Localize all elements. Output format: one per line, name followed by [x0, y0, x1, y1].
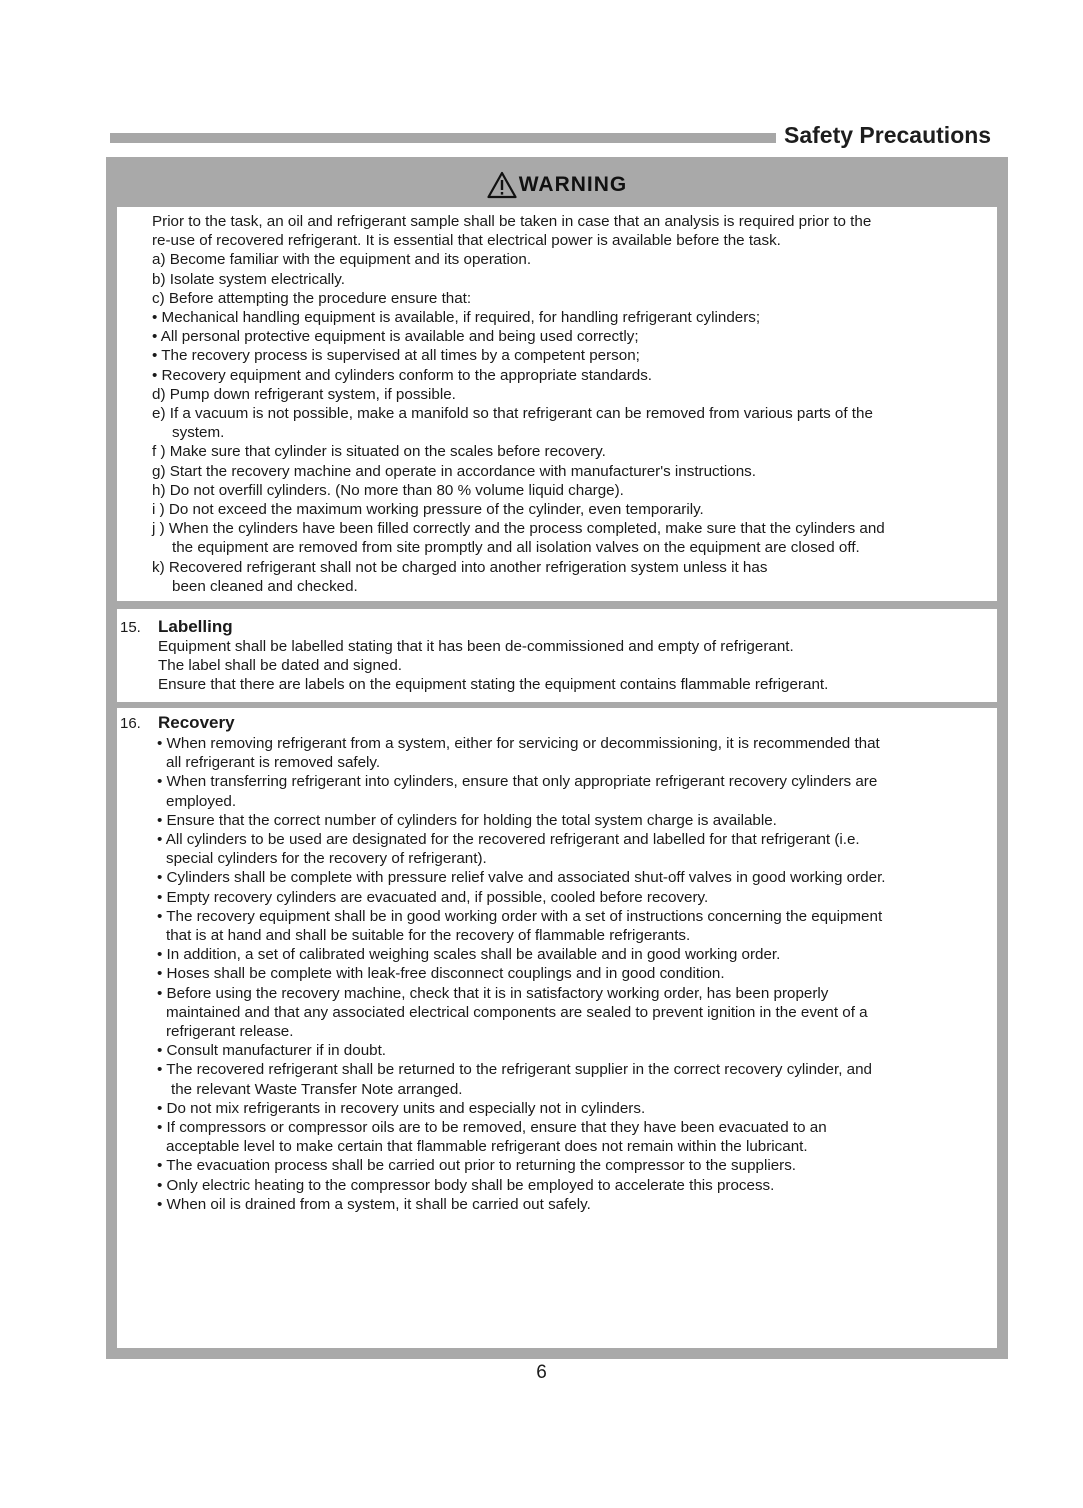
- text-line: that is at hand and shall be suitable for the recovery of flammable refrigerants.: [166, 927, 691, 945]
- list-item: • Only electric heating to the compressor body shall be employed to accelerate this process.: [157, 1176, 775, 1194]
- text-line: employed.: [166, 792, 237, 810]
- text-line: f ) Make sure that cylinder is situated on the scales before recovery.: [152, 443, 606, 461]
- list-item: • All personal protective equipment is available and being used correctly;: [152, 328, 639, 346]
- recovery-panel: [117, 708, 997, 1348]
- text-line: g) Start the recovery machine and operate in accordance with manufacturer's instructions.: [152, 462, 756, 480]
- list-item: • Do not mix refrigerants in recovery units and especially not in cylinders.: [157, 1099, 646, 1117]
- list-item: • Empty recovery cylinders are evacuated and, if possible, cooled before recovery.: [157, 888, 709, 906]
- text-line: Prior to the task, an oil and refrigerant sample shall be taken in case that an analysis is required prior to the: [152, 213, 872, 230]
- labelling-panel: [117, 609, 997, 702]
- list-item: • The recovery equipment shall be in good working order with a set of instructions concerning the equipment: [157, 907, 883, 925]
- recovery-list: [157, 734, 886, 1214]
- text-line: maintained and that any associated electrical components are sealed to prevent ignition in the event of a: [166, 1003, 868, 1021]
- list-item: • If compressors or compressor oils are to be removed, ensure that they have been evacuated to an: [157, 1119, 827, 1137]
- text-line: acceptable level to make certain that flammable refrigerant does not remain within the lubricant.: [166, 1138, 808, 1156]
- text-line: re-use of recovered refrigerant. It is essential that electrical power is available before the task.: [152, 232, 781, 250]
- text-line: b) Isolate system electrically.: [152, 270, 345, 288]
- warning-title: WARNING: [518, 173, 628, 196]
- text-line: Equipment shall be labelled stating that it has been de-commissioned and empty of refrigerant.: [158, 638, 794, 655]
- page-number: 6: [536, 1362, 547, 1383]
- text-line: been cleaned and checked.: [172, 577, 358, 595]
- text-line: e) If a vacuum is not possible, make a manifold so that refrigerant can be removed from various parts of the: [152, 405, 873, 423]
- text-line: The label shall be dated and signed.: [158, 657, 403, 675]
- text-line: the equipment are removed from site promptly and all isolation valves on the equipment are closed off.: [172, 539, 860, 557]
- section-number: 16.: [120, 715, 141, 732]
- text-line: the relevant Waste Transfer Note arranged.: [171, 1080, 463, 1098]
- text-line: i ) Do not exceed the maximum working pressure of the cylinder, even temporarily.: [152, 501, 704, 519]
- list-item: • The recovered refrigerant shall be returned to the refrigerant supplier in the correct recovery cylinder, and: [157, 1061, 872, 1079]
- list-item: • Consult manufacturer if in doubt.: [157, 1042, 387, 1060]
- list-item: • All cylinders to be used are designated for the recovered refrigerant and labelled for that refrigerant (i.e.: [157, 831, 860, 849]
- list-item: • When transferring refrigerant into cylinders, ensure that only appropriate refrigerant recovery cylinders are: [157, 773, 878, 791]
- list-item: • The recovery process is supervised at all times by a competent person;: [152, 347, 640, 365]
- intro-panel: [117, 207, 997, 601]
- text-line: Ensure that there are labels on the equipment stating the equipment contains flammable refrigerant.: [158, 676, 829, 694]
- text-line: d) Pump down refrigerant system, if possible.: [152, 385, 456, 403]
- section-number: 15.: [120, 619, 141, 636]
- section-title: Recovery: [158, 713, 235, 732]
- intro-list: [152, 212, 885, 596]
- text-line: system.: [172, 424, 225, 442]
- text-line: k) Recovered refrigerant shall not be charged into another refrigeration system unless it has: [152, 558, 768, 576]
- text-line: refrigerant release.: [166, 1023, 294, 1041]
- list-item: • In addition, a set of calibrated weighing scales shall be available and in good working order.: [157, 946, 781, 964]
- text-line: c) Before attempting the procedure ensure that:: [152, 289, 472, 307]
- section-title: Labelling: [158, 617, 233, 636]
- list-item: • When removing refrigerant from a system, either for servicing or decommissioning, it is recommended that: [157, 735, 880, 752]
- list-item: • Hoses shall be complete with leak-free disconnect couplings and in good condition.: [157, 965, 725, 983]
- header-rule: [110, 133, 776, 143]
- text-line: special cylinders for the recovery of refrigerant).: [166, 850, 487, 868]
- text-line: j ) When the cylinders have been filled correctly and the process completed, make sure that the cylinders and: [152, 520, 885, 538]
- text-line: all refrigerant is removed safely.: [166, 754, 381, 772]
- labelling-list: [158, 637, 828, 695]
- list-item: • Cylinders shall be complete with pressure relief valve and associated shut-off valves in good working order.: [157, 869, 886, 887]
- warning-heading: [106, 168, 1008, 202]
- list-item: • Mechanical handling equipment is available, if required, for handling refrigerant cylinders;: [152, 309, 761, 327]
- list-item: • Before using the recovery machine, check that it is in satisfactory working order, has been properly: [157, 984, 829, 1002]
- warning-triangle-icon: [487, 171, 517, 199]
- text-line: h) Do not overfill cylinders. (No more than 80 % volume liquid charge).: [152, 481, 624, 499]
- page-title: Safety Precautions: [784, 122, 992, 148]
- list-item: • The evacuation process shall be carried out prior to returning the compressor to the suppliers.: [157, 1157, 797, 1175]
- list-item: • Ensure that the correct number of cylinders for holding the total system charge is available.: [157, 811, 777, 829]
- list-item: • When oil is drained from a system, it shall be carried out safely.: [157, 1195, 591, 1213]
- text-line: a) Become familiar with the equipment and its operation.: [152, 251, 532, 269]
- list-item: • Recovery equipment and cylinders conform to the appropriate standards.: [152, 366, 653, 384]
